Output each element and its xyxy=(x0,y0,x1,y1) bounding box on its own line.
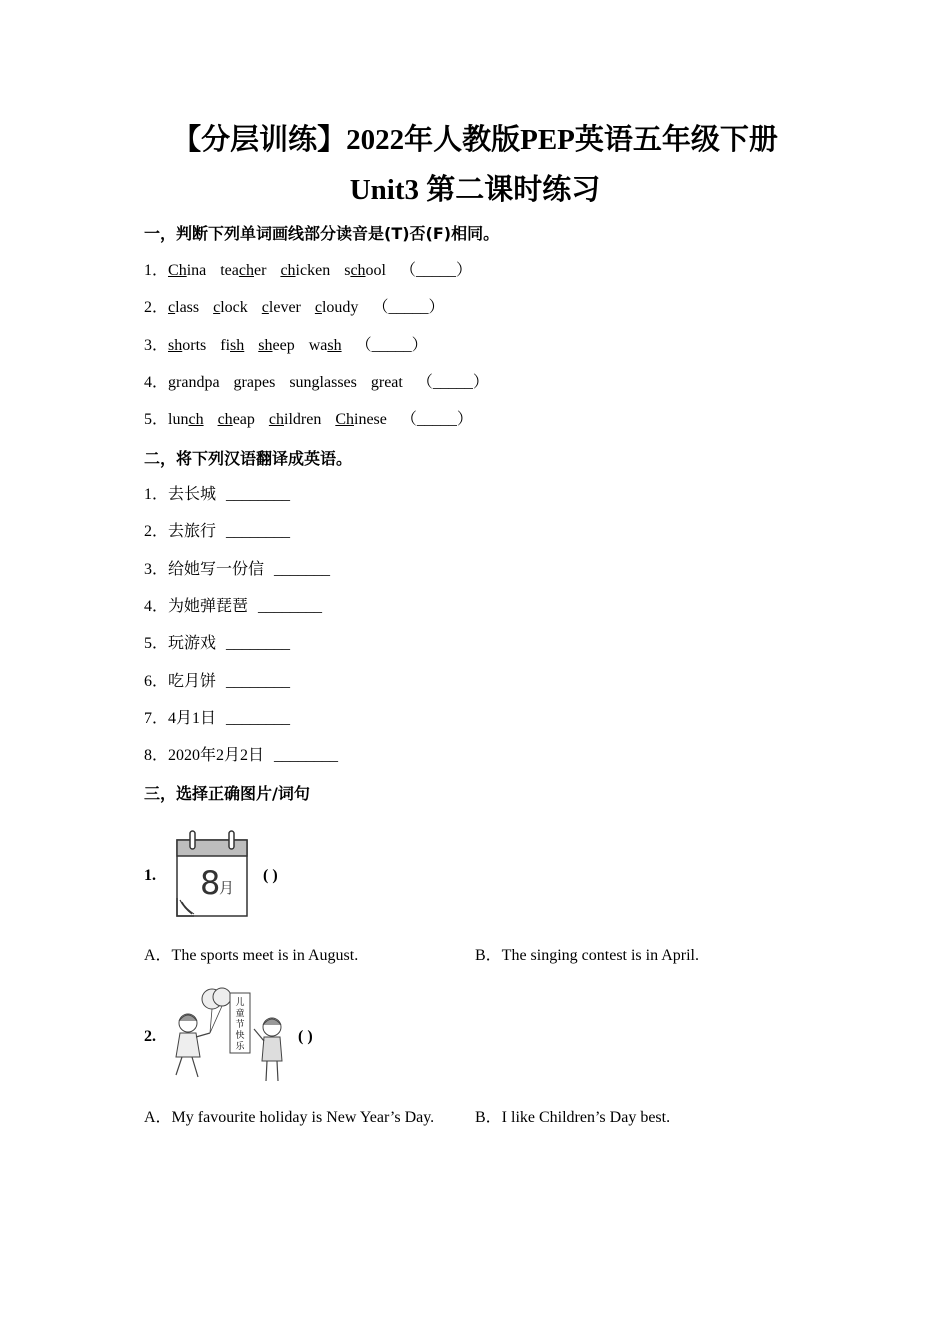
q1-option-b: B．The singing contest is in April. xyxy=(475,947,699,964)
word-prefix: s xyxy=(344,262,351,279)
phonics-word xyxy=(335,411,387,428)
chinese-phrase: 给她写一份信 xyxy=(168,561,265,578)
word-suffix: loudy xyxy=(321,299,359,316)
word-prefix: sun xyxy=(289,374,312,391)
word-suffix: randpa xyxy=(176,374,220,391)
word-suffix: reat xyxy=(378,374,403,391)
answer-blank[interactable]: （_____） xyxy=(372,299,445,316)
chinese-phrase: 去旅行 xyxy=(168,523,217,540)
phonics-word xyxy=(234,374,276,391)
section2-item xyxy=(144,484,290,506)
banner-char-4: 快 xyxy=(235,1031,245,1041)
section2-item xyxy=(144,596,322,618)
answer-blank[interactable]: （_____） xyxy=(355,337,428,354)
phonics-word xyxy=(168,411,204,428)
answer-blank[interactable]: ________ xyxy=(226,486,291,503)
title-line-1: 【分层训练】2022年人教版PEP英语五年级下册 xyxy=(172,124,778,156)
item-number: 4． xyxy=(144,374,169,391)
chinese-phrase: 玩游戏 xyxy=(168,635,217,652)
word-suffix: inese xyxy=(354,411,387,428)
childrens-day-illustration xyxy=(168,985,293,1087)
phonics-word xyxy=(168,337,206,354)
item-number: 5． xyxy=(144,635,169,652)
answer-blank[interactable]: _______ xyxy=(274,561,331,578)
item-number: 2． xyxy=(144,523,169,540)
q2-answer-paren: ( ) xyxy=(298,1028,313,1045)
item-number: 4． xyxy=(144,598,169,615)
phonics-word xyxy=(168,262,206,279)
phonics-word xyxy=(289,374,357,391)
section1-item xyxy=(144,297,444,319)
section1-item xyxy=(144,335,428,357)
section2-item xyxy=(144,708,290,730)
answer-blank[interactable]: ________ xyxy=(226,523,291,540)
item-number: 3． xyxy=(144,337,169,354)
word-suffix: lasses xyxy=(319,374,357,391)
phonics-word xyxy=(220,337,244,354)
word-suffix: lever xyxy=(268,299,301,316)
word-prefix: wa xyxy=(308,337,328,354)
word-underlined-part: ch xyxy=(188,411,204,428)
answer-blank[interactable]: ________ xyxy=(226,710,291,727)
phonics-word xyxy=(371,374,403,391)
section2-item xyxy=(144,745,338,767)
phonics-word xyxy=(218,411,255,428)
answer-blank[interactable]: （_____） xyxy=(400,411,473,428)
banner-char-3: 节 xyxy=(235,1020,245,1030)
item-number: 1． xyxy=(144,262,169,279)
section1-heading: 一，判断下列单词画线部分读音是(T)否(F)相同。 xyxy=(144,224,500,243)
answer-blank[interactable]: ________ xyxy=(226,673,291,690)
word-underlined-part: c xyxy=(314,299,322,316)
word-prefix: tea xyxy=(220,262,239,279)
section2-item xyxy=(144,633,290,655)
calendar-digit: 8 xyxy=(200,864,221,902)
word-underlined-part: Ch xyxy=(335,411,354,428)
section1-item xyxy=(144,409,473,431)
title-line-2: Unit3 第二课时练习 xyxy=(349,174,601,206)
word-underlined-part: sh xyxy=(258,337,273,354)
word-underlined-part: ch xyxy=(350,262,366,279)
word-underlined-part: ch xyxy=(238,262,254,279)
banner-char-2: 童 xyxy=(235,1009,245,1019)
word-underlined-part: ch xyxy=(280,262,296,279)
word-underlined-part: sh xyxy=(168,337,183,354)
chinese-phrase: 2020年2月2日 xyxy=(168,747,265,764)
item-number: 2． xyxy=(144,299,169,316)
item-number: 7． xyxy=(144,710,169,727)
q2-option-b: B．I like Children’s Day best. xyxy=(475,1109,671,1126)
section2-item xyxy=(144,559,330,581)
section1-item xyxy=(144,260,472,282)
chinese-phrase: 4月1日 xyxy=(168,710,217,727)
item-number: 1． xyxy=(144,486,169,503)
word-suffix: er xyxy=(254,262,267,279)
word-suffix: eap xyxy=(232,411,255,428)
phonics-word xyxy=(262,299,301,316)
word-underlined-part: sh xyxy=(230,337,245,354)
phonics-word xyxy=(220,262,266,279)
word-suffix: icken xyxy=(295,262,331,279)
word-underlined-part: ch xyxy=(217,411,233,428)
word-underlined-part: g xyxy=(168,374,177,391)
q2-option-a: A．My favourite holiday is New Year’s Day. xyxy=(144,1109,435,1126)
item-number: 5． xyxy=(144,411,169,428)
phonics-word xyxy=(280,262,330,279)
calendar-unit: 月 xyxy=(219,879,235,897)
section2-heading: 二，将下列汉语翻译成英语。 xyxy=(144,449,353,468)
word-suffix: rapes xyxy=(241,374,276,391)
section1-item xyxy=(144,372,489,394)
answer-blank[interactable]: ________ xyxy=(274,747,339,764)
chinese-phrase: 为她弹琵琶 xyxy=(168,598,249,615)
phonics-word xyxy=(269,411,321,428)
word-underlined-part: ch xyxy=(268,411,284,428)
phonics-word xyxy=(309,337,342,354)
word-underlined-part: c xyxy=(261,299,269,316)
answer-blank[interactable]: （_____） xyxy=(416,374,489,391)
phonics-word xyxy=(344,262,386,279)
chinese-phrase: 去长城 xyxy=(168,486,217,503)
word-suffix: ildren xyxy=(284,411,322,428)
item-number: 3． xyxy=(144,561,169,578)
word-suffix: eep xyxy=(272,337,295,354)
item-number: 6． xyxy=(144,673,169,690)
word-suffix: orts xyxy=(182,337,207,354)
word-underlined-part: c xyxy=(213,299,221,316)
banner-char-5: 乐 xyxy=(235,1042,245,1052)
word-underlined-part: g xyxy=(311,374,320,391)
chinese-phrase: 吃月饼 xyxy=(168,673,217,690)
phonics-word xyxy=(213,299,248,316)
answer-blank[interactable]: （_____） xyxy=(400,262,473,279)
section2-item xyxy=(144,671,290,693)
q1-option-a: A．The sports meet is in August. xyxy=(144,947,359,964)
phonics-word xyxy=(168,299,199,316)
q1-answer-paren: ( ) xyxy=(263,867,278,884)
word-underlined-part: sh xyxy=(327,337,342,354)
banner-char-1: 儿 xyxy=(235,998,245,1008)
phonics-word xyxy=(315,299,359,316)
q1-number: 1. xyxy=(144,867,156,884)
word-suffix: ool xyxy=(365,262,386,279)
word-prefix: fi xyxy=(220,337,231,354)
phonics-word xyxy=(258,337,294,354)
item-number: 8． xyxy=(144,747,169,764)
phonics-word xyxy=(168,374,220,391)
word-underlined-part: g xyxy=(370,374,379,391)
section2-item xyxy=(144,521,290,543)
q2-number: 2. xyxy=(144,1028,156,1045)
answer-blank[interactable]: ________ xyxy=(226,635,291,652)
word-underlined-part: g xyxy=(233,374,242,391)
word-underlined-part: c xyxy=(168,299,176,316)
word-suffix: lock xyxy=(220,299,248,316)
word-prefix: lun xyxy=(168,411,189,428)
answer-blank[interactable]: ________ xyxy=(258,598,323,615)
word-suffix: lass xyxy=(175,299,200,316)
word-suffix: ina xyxy=(186,262,207,279)
calendar-icon xyxy=(172,828,252,920)
word-underlined-part: Ch xyxy=(168,262,187,279)
section3-heading: 三，选择正确图片/词句 xyxy=(144,784,310,803)
